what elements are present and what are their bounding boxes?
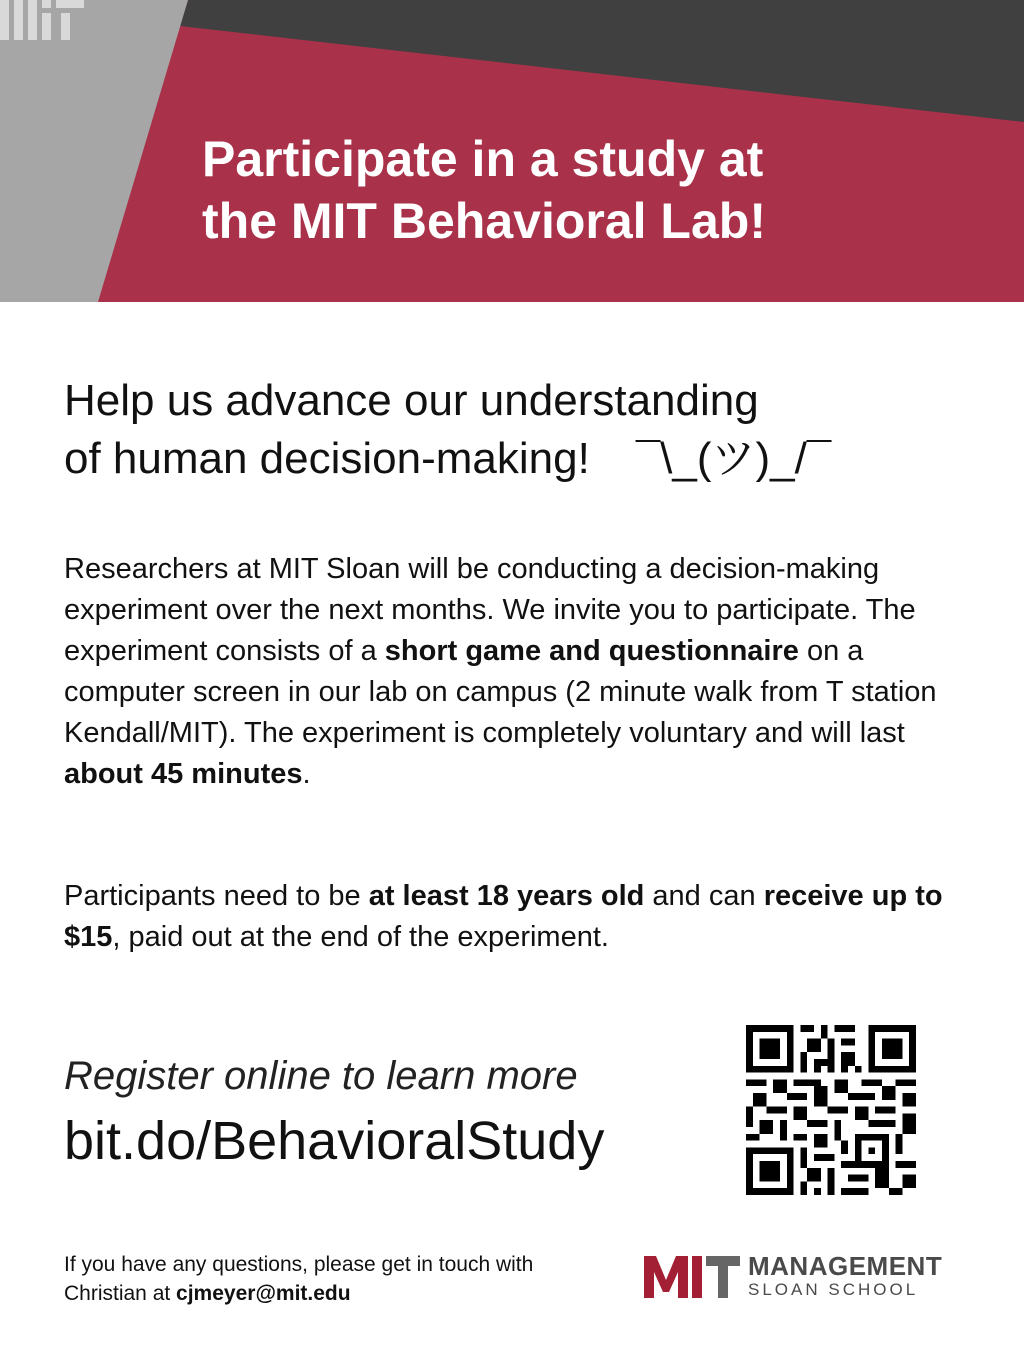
subheading-line-2-text: of human decision-making!	[64, 434, 590, 483]
mit-logo-icon	[0, 0, 84, 40]
eligibility-text-2: and can	[644, 880, 764, 912]
contact-info	[64, 1250, 564, 1308]
eligibility-bold-payment: receive up to $15	[64, 880, 943, 953]
mit-sloan-logo-icon	[644, 1252, 964, 1302]
subheading-line-1: Help us advance our understanding	[64, 376, 759, 425]
register-label: Register online to learn more	[64, 1054, 578, 1098]
eligibility-bold-age: at least 18 years old	[368, 880, 645, 912]
headline-line-2: the MIT Behavioral Lab!	[202, 193, 766, 249]
eligibility-text-1: Participants need to be	[64, 880, 369, 912]
contact-text: If you have any questions, please get in touch with Christian at	[64, 1253, 534, 1305]
mit-sloan-mark	[644, 1254, 740, 1298]
registration-url[interactable]: bit.do/BehavioralStudy	[64, 1111, 605, 1171]
header-banner	[0, 0, 1024, 302]
sloan-logo-line-2: SLOAN SCHOOL	[748, 1280, 919, 1299]
headline	[202, 128, 1002, 252]
eligibility-paragraph	[64, 876, 944, 958]
description-text-2: on a computer screen in our lab on campus (2 minute walk from T station Kendall/MIT). The experiment is completely voluntary and will last	[64, 635, 937, 749]
subheading	[64, 372, 984, 488]
subheading-line-2	[64, 430, 984, 488]
description-bold-duration: about 45 minutes	[64, 758, 303, 790]
shrug-emoticon: ¯\_(ツ)_/¯	[635, 434, 832, 483]
description-paragraph	[64, 549, 944, 795]
contact-email[interactable]: cjmeyer@mit.edu	[176, 1282, 351, 1305]
description-text-3: .	[302, 758, 311, 790]
description-bold-game: short game and questionnaire	[384, 635, 799, 667]
eligibility-text-3: , paid out at the end of the experiment.	[112, 921, 609, 953]
description-text-1: Researchers at MIT Sloan will be conducting a decision-making experiment over the next months. We invite you to participate. The experiment consists of a	[64, 553, 916, 667]
headline-line-1: Participate in a study at	[202, 131, 764, 187]
sloan-logo-line-1: MANAGEMENT	[748, 1251, 943, 1281]
qr-code-icon[interactable]	[746, 1025, 916, 1195]
